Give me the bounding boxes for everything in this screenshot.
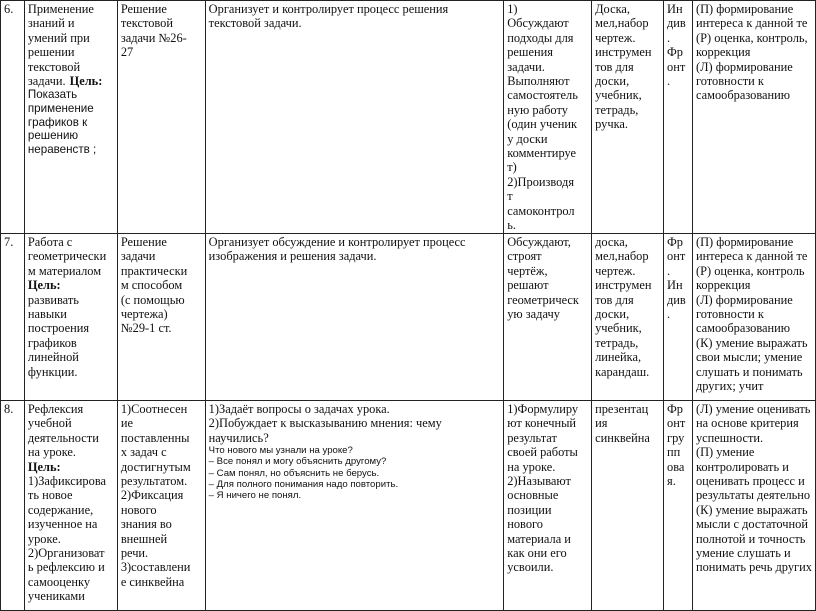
text-line: линейка, xyxy=(595,350,642,365)
text-line: задачи. xyxy=(507,59,545,74)
text-line: учебник, xyxy=(595,88,642,103)
text-line: готовности к xyxy=(695,307,764,322)
text-line: самообразованию xyxy=(695,321,791,336)
text-line: тов для xyxy=(595,59,634,74)
text-line: Обсуждают xyxy=(507,16,569,31)
text-line: . xyxy=(667,307,671,322)
text-line: знаний и xyxy=(27,16,75,31)
text-line: 1)Задаёт вопросы о задачах урока. xyxy=(208,402,390,416)
text-line: подходы для xyxy=(507,30,574,45)
text-line: мел,набор xyxy=(595,16,649,31)
text-line: самооценку xyxy=(27,574,91,589)
text-line: изученное на xyxy=(27,517,98,532)
text-line: материала и xyxy=(507,531,571,546)
text-line: 2)Фиксация xyxy=(120,488,184,503)
student-activity-cell xyxy=(504,234,592,401)
text-line: я. xyxy=(667,474,676,489)
text-line: е синквейна xyxy=(120,574,185,589)
text-line: ют конечный xyxy=(507,416,577,431)
text-line: ь. xyxy=(507,218,516,233)
text-line: (с помощью xyxy=(120,292,185,307)
text-line: (один ученик xyxy=(507,117,578,132)
text-line: оценивать процесс и xyxy=(695,474,805,489)
text-line: текстовой xyxy=(27,59,81,74)
text-line: т xyxy=(507,189,513,204)
text-line: геометрическ xyxy=(507,292,579,307)
text-line: тов для xyxy=(595,292,634,307)
text-line: Организует обсуждение и контролирует процесс xyxy=(208,235,466,249)
text-line: графиков xyxy=(27,335,77,350)
table-row xyxy=(1,401,816,611)
text-line: готовности к xyxy=(695,74,764,89)
text-line: коррекция xyxy=(695,278,751,293)
text-line: (Л) формирование xyxy=(695,59,793,74)
text-line: текстовой задачи. xyxy=(208,16,302,31)
text-line: онт xyxy=(667,249,686,264)
text-line: решают xyxy=(507,278,549,293)
text-line: практически xyxy=(120,263,188,278)
text-line: комментируе xyxy=(507,146,577,161)
text-line: у доски xyxy=(507,131,548,146)
text-line: свои мысли; умение xyxy=(695,350,803,365)
text-line: уроке. xyxy=(27,531,61,546)
text-line: гру xyxy=(667,430,685,445)
step-number: 8. xyxy=(4,402,14,416)
text-line: усвоили. xyxy=(507,560,554,575)
text-line: тетрадь, xyxy=(595,335,639,350)
step-number-cell xyxy=(1,234,25,401)
text-line: графиков к xyxy=(27,115,88,129)
text-line: (Р) оценка, контроль xyxy=(695,263,805,278)
goal-label: Цель: xyxy=(27,278,61,293)
text-line: учебной xyxy=(27,416,72,431)
content-cell xyxy=(117,401,205,611)
text-line: Показать xyxy=(27,88,78,102)
text-line: х задач с xyxy=(120,445,167,460)
text-line: 2)Побуждает к высказыванию мнения: чему xyxy=(208,416,442,431)
text-line: содержание, xyxy=(27,502,94,517)
text-line: чертеж. xyxy=(595,30,636,45)
text-line: 1)Соотнесен xyxy=(120,402,188,416)
text-line: контролировать и xyxy=(695,459,789,474)
tools-cell xyxy=(592,401,664,611)
text-line: презентац xyxy=(595,402,649,416)
text-line: Фр xyxy=(667,402,683,416)
text-line: на уроке. xyxy=(507,459,556,474)
table-row xyxy=(1,234,816,401)
text-line: позиции xyxy=(507,502,552,517)
teacher-activity-cell xyxy=(205,401,504,611)
teacher-activity-cell xyxy=(205,234,504,401)
text-line: нового xyxy=(507,517,543,532)
text-line: применение xyxy=(27,102,94,116)
teacher-activity-cell xyxy=(205,1,504,234)
goal-label: Цель: xyxy=(27,459,61,474)
content-cell xyxy=(117,1,205,234)
text-line: ия xyxy=(595,416,608,431)
text-line: синквейна xyxy=(595,430,650,445)
text-line: м материалом xyxy=(27,263,102,278)
work-form-cell xyxy=(664,1,693,234)
text-line: Фр xyxy=(667,45,683,60)
text-line: своей работы xyxy=(507,445,578,460)
text-line: самостоятель xyxy=(507,88,578,103)
text-line: строят xyxy=(507,249,542,264)
text-line: мел,набор xyxy=(595,249,649,264)
work-form-cell xyxy=(664,234,693,401)
work-form-cell xyxy=(664,401,693,611)
step-number-cell xyxy=(1,1,25,234)
text-line: ручка. xyxy=(595,117,628,132)
text-line: речи. xyxy=(120,546,149,561)
text-line: научились? xyxy=(208,430,269,445)
text-line: функции. xyxy=(27,364,78,379)
uud-cell xyxy=(692,1,815,234)
text-line: . xyxy=(667,74,671,89)
stage-cell xyxy=(24,1,117,234)
text-line: (П) умение xyxy=(695,445,755,460)
goal-label: Цель: xyxy=(69,74,103,89)
text-line: ие xyxy=(120,416,133,431)
text-line: интереса к данной те xyxy=(695,16,808,31)
text-line: нового xyxy=(120,502,157,517)
stage-cell xyxy=(24,401,117,611)
text-line: задачи. xyxy=(27,74,66,89)
text-line: решению xyxy=(27,129,79,143)
text-line: развивать xyxy=(27,292,79,307)
text-line: достигнутым xyxy=(120,459,191,474)
tools-cell xyxy=(592,1,664,234)
text-line: решения xyxy=(507,45,553,60)
text-line: Решение xyxy=(120,2,167,16)
text-line: неравенств ; xyxy=(27,142,97,156)
text-line: Обсуждают, xyxy=(507,235,571,249)
text-line: слушать и понимать xyxy=(695,364,803,379)
text-line: как они его xyxy=(507,546,567,561)
text-line: чертеж. xyxy=(595,263,636,278)
text-line: 2)Называют xyxy=(507,474,571,489)
text-line: Решение xyxy=(120,235,167,249)
text-line: . xyxy=(667,30,671,45)
text-line: построения xyxy=(27,321,90,336)
text-line: геометрически xyxy=(27,249,107,264)
text-line: интереса к данной те xyxy=(695,249,808,264)
text-line: на основе критерия xyxy=(695,416,799,431)
text-line: онт xyxy=(667,416,686,431)
tools-cell xyxy=(592,234,664,401)
text-line: Работа с xyxy=(27,235,73,249)
text-line: решении xyxy=(27,45,75,60)
step-number: 6. xyxy=(4,2,14,16)
text-line: онт xyxy=(667,59,686,74)
text-line: карандаш. xyxy=(595,364,650,379)
text-line: ь рефлексию и xyxy=(27,560,105,575)
text-line: 27 xyxy=(120,45,134,60)
text-line: результат xyxy=(507,430,557,445)
text-line: понимать речь других xyxy=(695,560,812,575)
text-line: доска, xyxy=(595,235,628,249)
text-line: ую задачу xyxy=(507,307,560,322)
text-line: учениками xyxy=(27,589,85,604)
text-line: ть новое xyxy=(27,488,73,503)
text-line: (П) формирование xyxy=(695,235,794,249)
text-line: самоконтрол xyxy=(507,203,575,218)
text-line: Доска, xyxy=(595,2,630,16)
content-cell xyxy=(117,234,205,401)
text-line: ную работу xyxy=(507,102,568,117)
student-activity-cell xyxy=(504,1,592,234)
text-line: ова xyxy=(667,459,685,474)
text-line: №29-1 ст. xyxy=(120,321,172,336)
text-line: доски, xyxy=(595,74,630,89)
text-line: – Я ничего не понял. xyxy=(208,490,302,502)
text-line: Ин xyxy=(667,2,683,16)
stage-goal-line xyxy=(28,74,114,88)
text-line: основные xyxy=(507,488,559,503)
text-line: чертежа) xyxy=(120,307,168,322)
text-line: 2)Производя xyxy=(507,174,575,189)
text-line: Рефлексия xyxy=(27,402,84,416)
text-line: 3)составлени xyxy=(120,560,191,575)
text-line: т) xyxy=(507,160,517,175)
text-line: 2)Организоват xyxy=(27,546,105,561)
text-line: умений при xyxy=(27,30,90,45)
text-line: Организует и контролирует процесс решения xyxy=(208,2,449,16)
text-line: поставленны xyxy=(120,430,190,445)
text-line: м способом xyxy=(120,278,183,293)
text-line: (К) умение выражать xyxy=(695,502,808,517)
text-line: полнотой и точность xyxy=(695,531,806,546)
text-line: изображения и решения задачи. xyxy=(208,249,377,264)
text-line: учебник, xyxy=(595,321,642,336)
text-line: умение слушать и xyxy=(695,546,791,561)
text-line: – Сам понял, но объяснить не берусь. xyxy=(208,467,380,479)
text-line: тетрадь, xyxy=(595,102,639,117)
text-line: 1)Зафиксирова xyxy=(27,474,107,489)
text-line: – Все понял и могу объяснить другому? xyxy=(208,456,387,468)
text-line: (К) умение выражать xyxy=(695,335,808,350)
text-line: . xyxy=(667,263,671,278)
text-line: результаты деятельно xyxy=(695,488,811,503)
text-line: задачи xyxy=(120,249,156,264)
table-row xyxy=(1,1,816,234)
text-line: инструмен xyxy=(595,45,652,60)
stage-cell xyxy=(24,234,117,401)
text-line: 1)Формулиру xyxy=(507,402,579,416)
text-line: линейной xyxy=(27,350,79,365)
text-line: Применение xyxy=(27,2,94,16)
text-line: див xyxy=(667,292,686,307)
text-line: доски, xyxy=(595,307,630,322)
text-line: знания во xyxy=(120,517,172,532)
text-line: коррекция xyxy=(695,45,751,60)
text-line: 1) xyxy=(507,2,518,16)
text-line: инструмен xyxy=(595,278,652,293)
text-line: навыки xyxy=(27,307,67,322)
text-line: результатом. xyxy=(120,474,188,489)
step-number-cell xyxy=(1,401,25,611)
text-line: задачи №26- xyxy=(120,30,187,45)
text-line: Ин xyxy=(667,278,683,293)
text-line: (Л) формирование xyxy=(695,292,793,307)
text-line: самообразованию xyxy=(695,88,791,103)
text-line: Выполняют xyxy=(507,74,570,89)
text-line: деятельности xyxy=(27,430,99,445)
text-line: (Л) умение оценивать xyxy=(695,402,811,416)
step-number: 7. xyxy=(4,235,14,249)
text-line: (П) формирование xyxy=(695,2,794,16)
text-line: Фр xyxy=(667,235,683,249)
text-line: текстовой xyxy=(120,16,173,31)
student-activity-cell xyxy=(504,401,592,611)
text-line: (Р) оценка, контроль, xyxy=(695,30,808,45)
text-line: на уроке. xyxy=(27,445,77,460)
text-line: – Для полного понимания надо повторить. xyxy=(208,478,399,490)
uud-cell xyxy=(692,401,815,611)
text-line: внешней xyxy=(120,531,168,546)
uud-cell xyxy=(692,234,815,401)
text-line: Что нового мы узнали на уроке? xyxy=(208,445,353,457)
text-line: мысли с достаточной xyxy=(695,517,808,532)
text-line: чертёж, xyxy=(507,263,548,278)
text-line: успешности. xyxy=(695,430,764,445)
text-line: див xyxy=(667,16,686,31)
text-line: пп xyxy=(667,445,681,460)
text-line: других; учит xyxy=(695,379,764,394)
